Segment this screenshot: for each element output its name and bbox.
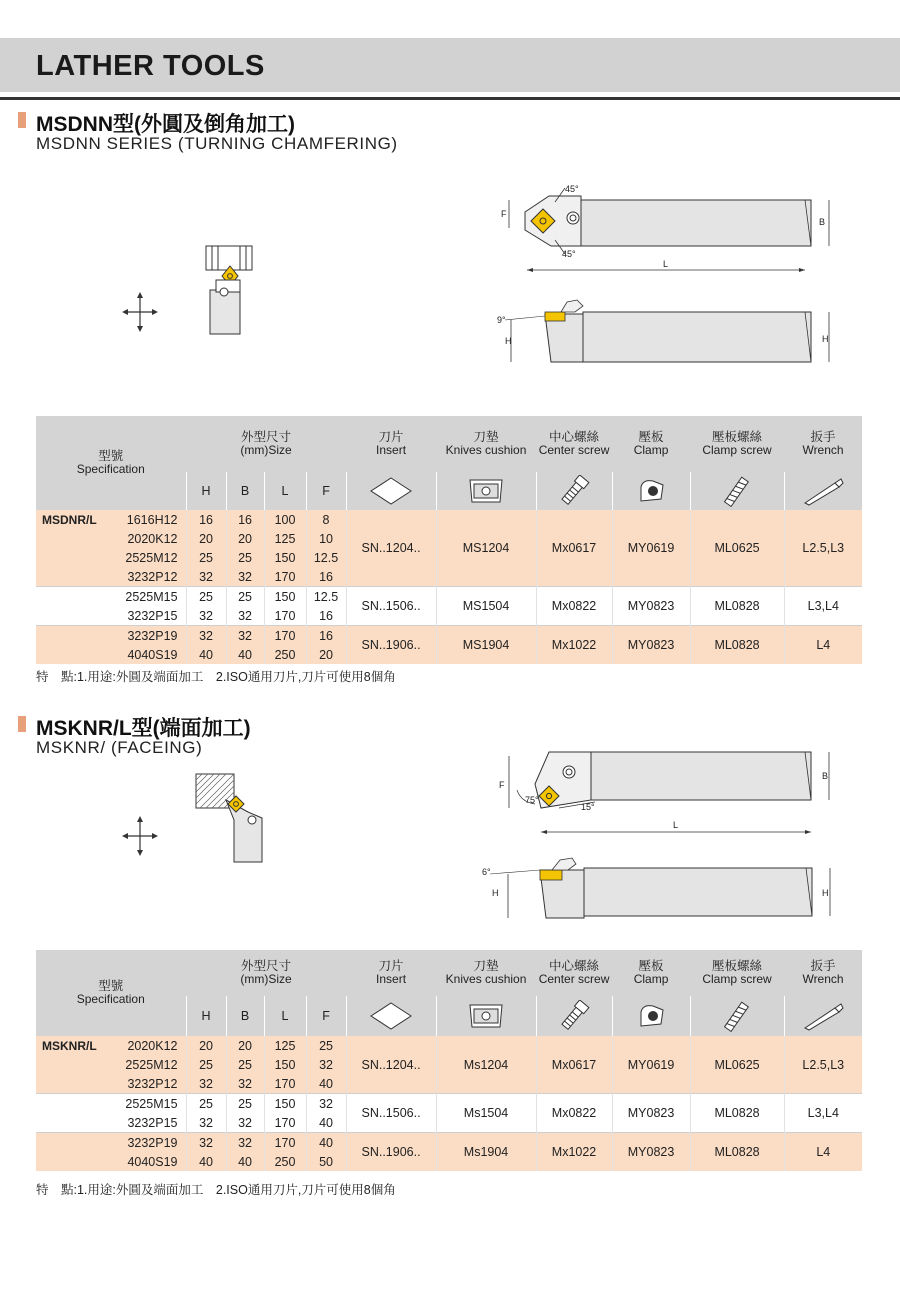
table-row: 3232P15 32 32 170 40 [36, 1113, 862, 1133]
section1-subtitle: MSDNN SERIES (TURNING CHAMFERING) [36, 134, 398, 153]
header-cushion: 刀墊 Knives cushion [436, 416, 536, 472]
dim-H-right: H [822, 888, 829, 898]
header-rule [0, 97, 900, 100]
header-B: B [226, 472, 264, 510]
wrench-value: L3,L4 [784, 587, 862, 626]
table-row: 3232P12 32 32 170 16 [36, 567, 862, 587]
section2-spec-table [36, 950, 862, 1171]
center-screw-value: Mx0822 [536, 587, 612, 626]
dim-H-right: H [822, 334, 829, 344]
dim-angle-side: 9° [497, 315, 506, 325]
center-screw-icon [536, 996, 612, 1036]
clamp-screw-value: ML0828 [690, 626, 784, 665]
clamp-value: MY0823 [612, 587, 690, 626]
clamp-value: MY0619 [612, 510, 690, 587]
clamp-screw-icon [690, 472, 784, 510]
header-B: B [226, 996, 264, 1036]
header-F: F [306, 472, 346, 510]
section2-note: 特 點:1.用途:外圓及端面加工 2.ISO通用刀片,刀片可使用8個角 [36, 1183, 396, 1197]
header-L: L [264, 472, 306, 510]
section2-side-view-diagram [480, 856, 840, 920]
table-row: 2525M12 25 25 150 32 [36, 1055, 862, 1074]
center-screw-value: Mx0617 [536, 1036, 612, 1094]
table-row: 3232P12 32 32 170 40 [36, 1074, 862, 1094]
clamp-screw-value: ML0828 [690, 1133, 784, 1172]
header-wrench: 扳手 Wrench [784, 416, 862, 472]
dim-angle-top: 45° [565, 184, 579, 194]
cushion-value: MS1904 [436, 626, 536, 665]
dim-L: L [663, 259, 669, 269]
section1-spec-table [36, 416, 862, 664]
insert-value: SN..1906.. [346, 626, 436, 665]
center-screw-icon [536, 472, 612, 510]
clamp-screw-value: ML0828 [690, 587, 784, 626]
insert-value: SN..1204.. [346, 1036, 436, 1094]
cushion-value: Ms1904 [436, 1133, 536, 1172]
clamp-screw-value: ML0625 [690, 510, 784, 587]
clamp-screw-icon [690, 996, 784, 1036]
section-marker [18, 716, 26, 732]
table-row: 2525M15 25 25 150 32 SN..1506.. Ms1504 Mx0822 MY0823 ML0828 L3,L4 [36, 1094, 862, 1114]
clamp-value: MY0823 [612, 626, 690, 665]
wrench-value: L3,L4 [784, 1094, 862, 1133]
page-title: LATHER TOOLS [36, 50, 265, 82]
section2-subtitle: MSKNR/ (FACEING) [36, 738, 203, 757]
section2-title: MSKNR/L型(端面加工) [36, 717, 251, 740]
header-clamp: 壓板 Clamp [612, 416, 690, 472]
dim-F: F [499, 780, 505, 790]
center-screw-value: Mx0822 [536, 1094, 612, 1133]
header-clamp-screw: 壓板螺絲 Clamp screw [690, 416, 784, 472]
insert-square-icon [346, 472, 436, 510]
table-row: 2525M12 25 25 150 12.5 [36, 548, 862, 567]
table-row: 3232P19 32 32 170 16 SN..1906.. MS1904 Mx1022 MY0823 ML0828 L4 [36, 626, 862, 646]
knives-cushion-icon [436, 472, 536, 510]
insert-value: SN..1506.. [346, 1094, 436, 1133]
clamp-value: MY0823 [612, 1094, 690, 1133]
clamp-value: MY0619 [612, 1036, 690, 1094]
header-H: H [186, 472, 226, 510]
header-F: F [306, 996, 346, 1036]
section-marker [18, 112, 26, 128]
insert-square-icon [346, 996, 436, 1036]
header-specification: 型號 Specification [36, 950, 186, 1036]
header-specification: 型號 Specification [36, 416, 186, 510]
table-row: 2020K12 20 20 125 10 [36, 529, 862, 548]
insert-value: SN..1506.. [346, 587, 436, 626]
type-label: MSDNR/L [36, 510, 114, 529]
table-row: MSKNR/L 2020K12 20 20 125 25 SN..1204.. Ms1204 Mx0617 MY0619 ML0625 L2.5,L3 [36, 1036, 862, 1055]
cushion-value: MS1504 [436, 587, 536, 626]
clamp-icon [612, 996, 690, 1036]
table-row: 3232P19 32 32 170 40 SN..1906.. Ms1904 Mx1022 MY0823 ML0828 L4 [36, 1133, 862, 1153]
cushion-value: Ms1504 [436, 1094, 536, 1133]
dim-angle-15: 15° [581, 802, 595, 812]
dim-H-left: H [505, 336, 512, 346]
knives-cushion-icon [436, 996, 536, 1036]
dim-B: B [819, 217, 826, 227]
header-L: L [264, 996, 306, 1036]
clamp-screw-value: ML0625 [690, 1036, 784, 1094]
header-center-screw: 中心螺絲 Center screw [536, 950, 612, 996]
center-screw-value: Mx1022 [536, 626, 612, 665]
dim-L: L [673, 820, 679, 830]
dim-angle-75: 75° [525, 795, 539, 805]
insert-value: SN..1906.. [346, 1133, 436, 1172]
wrench-icon [784, 472, 862, 510]
insert-value: SN..1204.. [346, 510, 436, 587]
section1-top-view-diagram [495, 182, 840, 282]
direction-cross-icon [122, 816, 158, 856]
center-screw-value: Mx1022 [536, 1133, 612, 1172]
section2-workpiece-diagram [118, 770, 278, 870]
direction-cross-icon [122, 292, 158, 332]
section1-side-view-diagram [495, 292, 840, 367]
wrench-value: L4 [784, 1133, 862, 1172]
header-insert: 刀片 Insert [346, 416, 436, 472]
table-row: 4040S19 40 40 250 50 [36, 1152, 862, 1171]
section1-workpiece-diagram [118, 240, 258, 340]
wrench-icon [784, 996, 862, 1036]
dim-B: B [822, 771, 829, 781]
header-insert: 刀片 Insert [346, 950, 436, 996]
section1-note: 特 點:1.用途:外圓及端面加工 2.ISO通用刀片,刀片可使用8個角 [36, 670, 396, 684]
header-cushion: 刀墊 Knives cushion [436, 950, 536, 996]
type-label: MSKNR/L [36, 1036, 114, 1055]
wrench-value: L4 [784, 626, 862, 665]
dim-angle-side: 6° [482, 867, 491, 877]
clamp-icon [612, 472, 690, 510]
header-size: 外型尺寸 (mm)Size [186, 950, 346, 996]
header-H: H [186, 996, 226, 1036]
wrench-value: L2.5,L3 [784, 1036, 862, 1094]
cushion-value: Ms1204 [436, 1036, 536, 1094]
table-row: 4040S19 40 40 250 20 [36, 645, 862, 664]
dim-F: F [501, 209, 507, 219]
header-clamp: 壓板 Clamp [612, 950, 690, 996]
clamp-screw-value: ML0828 [690, 1094, 784, 1133]
dim-angle-bottom: 45° [562, 249, 576, 259]
section1-title: MSDNN型(外圓及倒角加工) [36, 113, 295, 136]
header-wrench: 扳手 Wrench [784, 950, 862, 996]
dim-H-left: H [492, 888, 499, 898]
header-size: 外型尺寸 (mm)Size [186, 416, 346, 472]
table-row: MSDNR/L 1616H12 16 16 100 8 SN..1204.. MS1204 Mx0617 MY0619 ML0625 L2.5,L3 [36, 510, 862, 529]
center-screw-value: Mx0617 [536, 510, 612, 587]
cushion-value: MS1204 [436, 510, 536, 587]
section2-top-view-diagram [495, 748, 840, 840]
header-clamp-screw: 壓板螺絲 Clamp screw [690, 950, 784, 996]
header-center-screw: 中心螺絲 Center screw [536, 416, 612, 472]
table-row: 2525M15 25 25 150 12.5 SN..1506.. MS1504 Mx0822 MY0823 ML0828 L3,L4 [36, 587, 862, 607]
table-row: 3232P15 32 32 170 16 [36, 606, 862, 626]
clamp-value: MY0823 [612, 1133, 690, 1172]
wrench-value: L2.5,L3 [784, 510, 862, 587]
